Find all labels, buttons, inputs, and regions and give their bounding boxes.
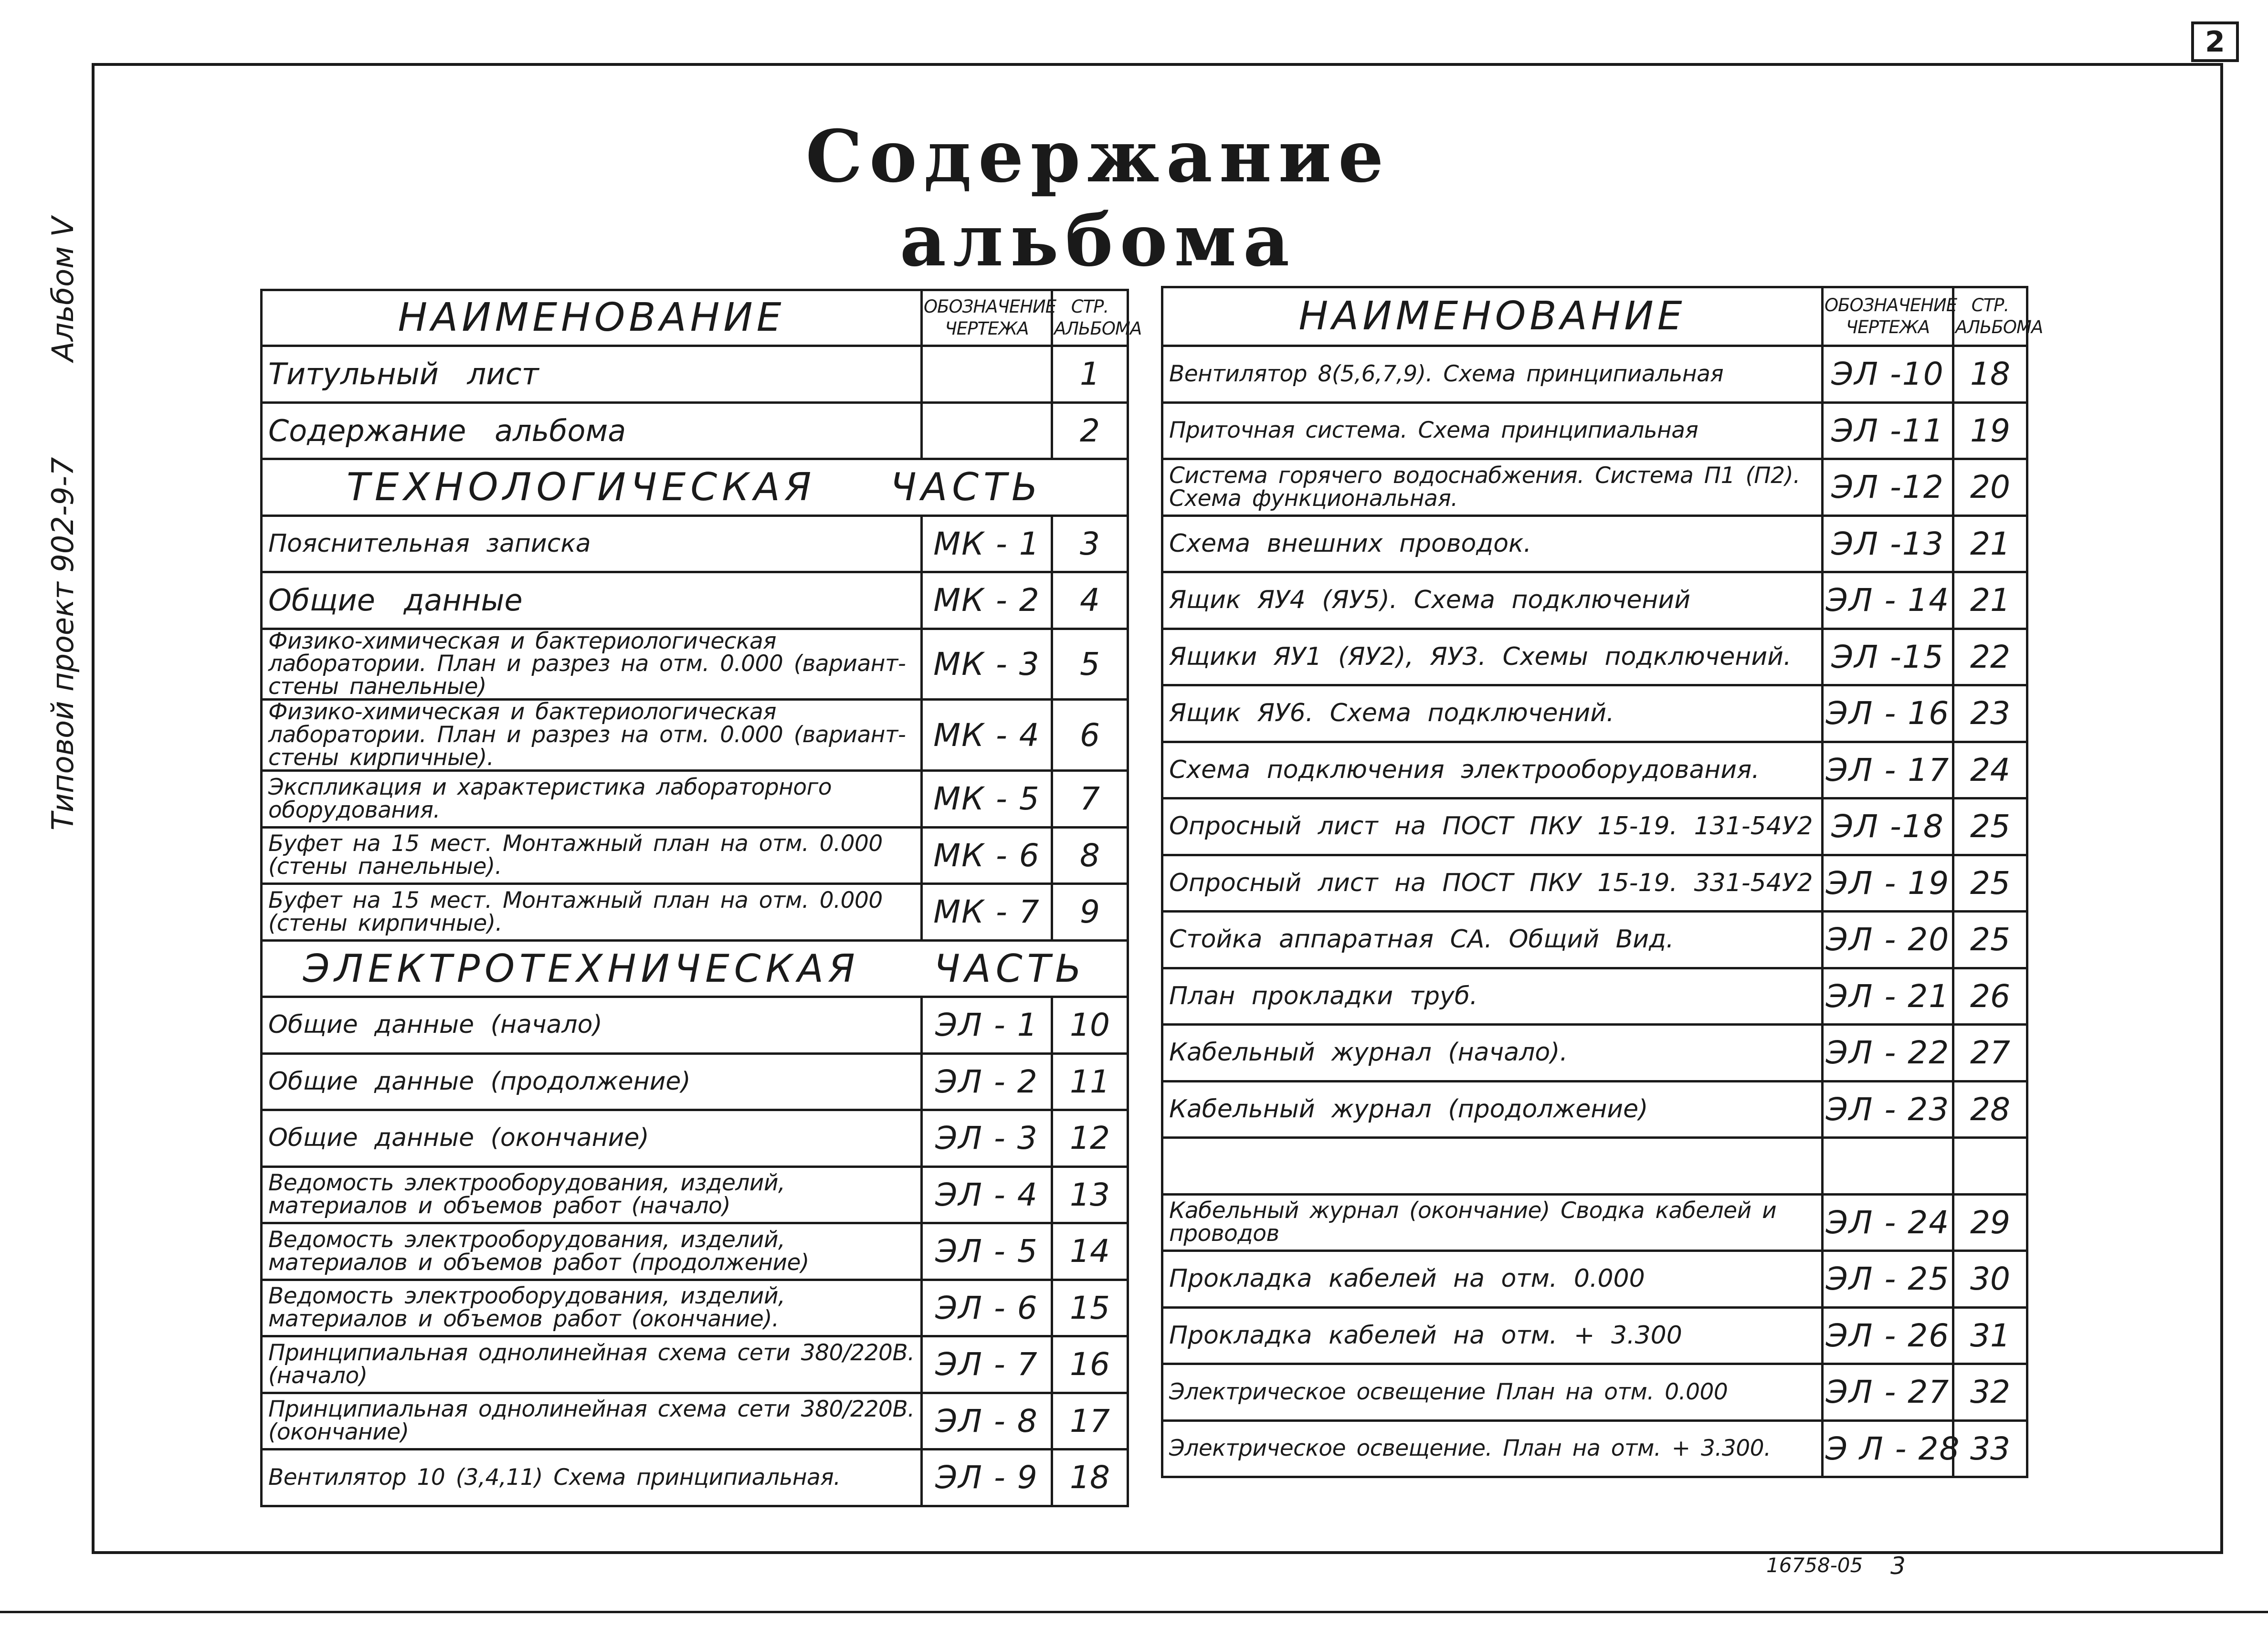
item-name: Кабельный журнал (продолжение) (1162, 1081, 1823, 1138)
item-page: 18 (1052, 1449, 1128, 1506)
table-row (1162, 402, 2027, 459)
table-row (1162, 515, 2027, 572)
table-row (1162, 968, 2027, 1025)
table-row (1162, 1025, 2027, 1082)
item-name: Физико-химическая и бактериологическая лаборатории. План и разрез на отм. 0.000 (вариант-стены кирпичные). (262, 700, 922, 771)
item-page: 3 (1052, 515, 1128, 572)
item-designation: ЭЛ - 20 (1823, 912, 1953, 968)
table-row (262, 572, 1128, 629)
item-page: 21 (1953, 515, 2027, 572)
item-page: 10 (1052, 997, 1128, 1054)
table-row (262, 700, 1128, 771)
item-name: Схема внешних проводок. (1162, 515, 1823, 572)
item-name: Буфет на 15 мест. Монтажный план на отм. 0.000 (стены кирпичные). (262, 884, 922, 941)
section-title: ЭЛЕКТРОТЕХНИЧЕСКАЯ ЧАСТЬ (262, 940, 1128, 997)
item-name: Содержание альбома (262, 402, 922, 459)
item-name: Прокладка кабелей на отм. 0.000 (1162, 1251, 1823, 1308)
sheet-number: 2 (2191, 21, 2239, 62)
item-designation: ЭЛ - 17 (1823, 742, 1953, 798)
side-label (45, 217, 80, 830)
project-label: Типовой проект 902-9-7 (45, 457, 80, 830)
item-designation: МК - 4 (922, 700, 1052, 771)
item-page: 16 (1052, 1336, 1128, 1393)
item-page: 12 (1052, 1110, 1128, 1167)
table-row (1162, 1307, 2027, 1364)
item-page: 20 (1953, 459, 2027, 516)
item-designation: ЭЛ - 9 (922, 1449, 1052, 1506)
item-page: 19 (1953, 402, 2027, 459)
item-designation (1823, 1138, 1953, 1195)
item-name: Экспликация и характеристика лабораторного оборудования. (262, 771, 922, 828)
item-name: Буфет на 15 мест. Монтажный план на отм. 0.000 (стены панельные). (262, 827, 922, 884)
item-page: 5 (1052, 629, 1128, 700)
item-page: 28 (1953, 1081, 2027, 1138)
table-row (262, 1110, 1128, 1167)
item-designation (922, 346, 1052, 403)
item-designation: ЭЛ -13 (1823, 515, 1953, 572)
table-row (1162, 346, 2027, 403)
item-designation: ЭЛ - 16 (1823, 685, 1953, 742)
item-page: 15 (1052, 1280, 1128, 1336)
table-header-row (262, 290, 1128, 346)
item-name: Вентилятор 8(5,6,7,9). Схема принципиальная (1162, 346, 1823, 403)
item-designation: ЭЛ - 24 (1823, 1194, 1953, 1251)
item-page: 30 (1953, 1251, 2027, 1308)
item-page: 32 (1953, 1364, 2027, 1421)
item-page: 29 (1953, 1194, 2027, 1251)
right-table-body (1162, 287, 2043, 1477)
item-name: Общие данные (262, 572, 922, 629)
table-row (262, 1280, 1128, 1336)
item-name: Электрическое освещение. План на отм. + 3.300. (1162, 1420, 1823, 1477)
header-designation: ОБОЗНАЧЕНИЕ ЧЕРТЕЖА (1823, 287, 1953, 346)
table-row (262, 346, 1128, 403)
table-row (262, 1053, 1128, 1110)
header-designation: ОБОЗНАЧЕНИЕ ЧЕРТЕЖА (922, 290, 1052, 346)
item-name: Общие данные (начало) (262, 997, 922, 1054)
item-name: Система горячего водоснабжения. Система П1 (П2). Схема функциональная. (1162, 459, 1823, 516)
table-row (262, 1393, 1128, 1449)
item-page: 6 (1052, 700, 1128, 771)
item-name: Приточная система. Схема принципиальная (1162, 402, 1823, 459)
table-row (262, 827, 1128, 884)
table-row (262, 629, 1128, 700)
item-name: Ведомость электрооборудования, изделий, материалов и объемов работ (окончание). (262, 1280, 922, 1336)
item-name: Общие данные (продолжение) (262, 1053, 922, 1110)
album-label: Альбом V (45, 217, 80, 362)
item-designation: ЭЛ - 2 (922, 1053, 1052, 1110)
item-designation: ЭЛ -11 (1823, 402, 1953, 459)
header-name: НАИМЕНОВАНИЕ (1162, 287, 1823, 346)
item-page: 26 (1953, 968, 2027, 1025)
item-name: Физико-химическая и бактериологическая лаборатории. План и разрез на отм. 0.000 (вариант-стены панельные) (262, 629, 922, 700)
item-page: 9 (1052, 884, 1128, 941)
item-name (1162, 1138, 1823, 1195)
item-name: Электрическое освещение План на отм. 0.000 (1162, 1364, 1823, 1421)
item-designation: ЭЛ -10 (1823, 346, 1953, 403)
header-name: НАИМЕНОВАНИЕ (262, 290, 922, 346)
item-page: 33 (1953, 1420, 2027, 1477)
table-row (262, 884, 1128, 941)
item-page: 4 (1052, 572, 1128, 629)
table-row (262, 1223, 1128, 1280)
item-name: Ящик ЯУ4 (ЯУ5). Схема подключений (1162, 572, 1823, 629)
table-row (1162, 1364, 2027, 1421)
item-page: 17 (1052, 1393, 1128, 1449)
header-page: СТР. АЛЬБОМА (1052, 290, 1128, 346)
item-designation: ЭЛ - 3 (922, 1110, 1052, 1167)
item-name: Кабельный журнал (начало). (1162, 1025, 1823, 1082)
item-designation (922, 402, 1052, 459)
item-page: 25 (1953, 912, 2027, 968)
item-designation: МК - 3 (922, 629, 1052, 700)
item-designation: ЭЛ - 23 (1823, 1081, 1953, 1138)
table-row (1162, 1194, 2027, 1251)
contents-table-left (260, 289, 1142, 1507)
item-name: Опросный лист на ПОСТ ПКУ 15-19. 331-54У2 (1162, 855, 1823, 912)
table-row (262, 1449, 1128, 1506)
section-row (262, 459, 1128, 516)
item-designation: МК - 5 (922, 771, 1052, 828)
item-page: 27 (1953, 1025, 2027, 1082)
item-designation: ЭЛ - 21 (1823, 968, 1953, 1025)
item-page: 7 (1052, 771, 1128, 828)
table-row (262, 771, 1128, 828)
item-name: Кабельный журнал (окончание) Сводка кабелей и проводов (1162, 1194, 1823, 1251)
table-row (1162, 1081, 2027, 1138)
table-row (1162, 1251, 2027, 1308)
item-page: 31 (1953, 1307, 2027, 1364)
item-name: Титульный лист (262, 346, 922, 403)
header-page: СТР. АЛЬБОМА (1953, 287, 2027, 346)
page-title: Содержание альбома (805, 115, 1391, 283)
table-row (1162, 685, 2027, 742)
table-row (1162, 629, 2027, 685)
item-designation: ЭЛ - 6 (922, 1280, 1052, 1336)
item-designation: ЭЛ - 25 (1823, 1251, 1953, 1308)
item-page: 8 (1052, 827, 1128, 884)
item-page: 13 (1052, 1166, 1128, 1223)
item-name: Общие данные (окончание) (262, 1110, 922, 1167)
item-page: 1 (1052, 346, 1128, 403)
item-designation: МК - 6 (922, 827, 1052, 884)
item-name: Стойка аппаратная СА. Общий Вид. (1162, 912, 1823, 968)
trim-line (0, 1611, 2268, 1613)
item-page: 11 (1052, 1053, 1128, 1110)
item-page: 25 (1953, 798, 2027, 855)
item-page: 24 (1953, 742, 2027, 798)
item-name: Схема подключения электрооборудования. (1162, 742, 1823, 798)
table-row (1162, 855, 2027, 912)
item-page: 2 (1052, 402, 1128, 459)
archive-code: 16758-05 (1766, 1554, 1863, 1577)
table-row (1162, 1138, 2027, 1195)
left-table-body (262, 290, 1142, 1506)
item-designation: ЭЛ - 4 (922, 1166, 1052, 1223)
item-designation: ЭЛ - 8 (922, 1393, 1052, 1449)
item-designation: МК - 2 (922, 572, 1052, 629)
item-name: Ведомость электрооборудования, изделий, материалов и объемов работ (начало) (262, 1166, 922, 1223)
table-row (262, 1336, 1128, 1393)
item-page: 18 (1953, 346, 2027, 403)
table-row (262, 402, 1128, 459)
item-page: 21 (1953, 572, 2027, 629)
item-designation: ЭЛ - 19 (1823, 855, 1953, 912)
item-page: 14 (1052, 1223, 1128, 1280)
table-header-row (1162, 287, 2027, 346)
item-page: 25 (1953, 855, 2027, 912)
table-row (1162, 459, 2027, 516)
contents-table-right (1161, 286, 2043, 1478)
item-name: Вентилятор 10 (3,4,11) Схема принципиальная. (262, 1449, 922, 1506)
table-row (262, 515, 1128, 572)
item-name: Ведомость электрооборудования, изделий, материалов и объемов работ (продолжение) (262, 1223, 922, 1280)
item-designation: ЭЛ -15 (1823, 629, 1953, 685)
item-designation: МК - 1 (922, 515, 1052, 572)
item-designation: ЭЛ - 26 (1823, 1307, 1953, 1364)
table-row (262, 997, 1128, 1054)
item-name: Ящик ЯУ6. Схема подключений. (1162, 685, 1823, 742)
item-designation: ЭЛ -18 (1823, 798, 1953, 855)
table-row (1162, 798, 2027, 855)
item-designation: ЭЛ - 7 (922, 1336, 1052, 1393)
album-page-number: 3 (1890, 1552, 1906, 1580)
item-designation: ЭЛ - 1 (922, 997, 1052, 1054)
table-row (262, 1166, 1128, 1223)
item-name: Принципиальная однолинейная схема сети 380/220В. (окончание) (262, 1393, 922, 1449)
table-row (1162, 572, 2027, 629)
item-designation: ЭЛ - 27 (1823, 1364, 1953, 1421)
item-designation: Э Л - 28 (1823, 1420, 1953, 1477)
table-row (1162, 742, 2027, 798)
section-title: ТЕХНОЛОГИЧЕСКАЯ ЧАСТЬ (262, 459, 1128, 516)
item-designation: МК - 7 (922, 884, 1052, 941)
item-name: Прокладка кабелей на отм. + 3.300 (1162, 1307, 1823, 1364)
table-row (1162, 912, 2027, 968)
item-name: План прокладки труб. (1162, 968, 1823, 1025)
item-designation: ЭЛ - 5 (922, 1223, 1052, 1280)
item-name: Принципиальная однолинейная схема сети 380/220В. (начало) (262, 1336, 922, 1393)
item-page (1953, 1138, 2027, 1195)
section-row (262, 940, 1128, 997)
item-designation: ЭЛ - 22 (1823, 1025, 1953, 1082)
table-row (1162, 1420, 2027, 1477)
item-name: Опросный лист на ПОСТ ПКУ 15-19. 131-54У2 (1162, 798, 1823, 855)
item-name: Ящики ЯУ1 (ЯУ2), ЯУ3. Схемы подключений. (1162, 629, 1823, 685)
item-page: 23 (1953, 685, 2027, 742)
item-designation: ЭЛ - 14 (1823, 572, 1953, 629)
item-designation: ЭЛ -12 (1823, 459, 1953, 516)
item-page: 22 (1953, 629, 2027, 685)
item-name: Пояснительная записка (262, 515, 922, 572)
